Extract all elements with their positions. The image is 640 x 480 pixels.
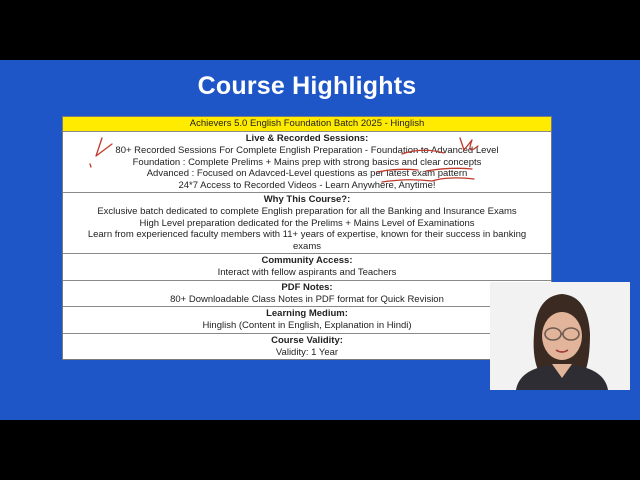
section-line: Exclusive batch dedicated to complete English preparation for all the Banking and Insurance Exams (97, 206, 517, 217)
section-line: 80+ Recorded Sessions For Complete English Preparation - Foundation to Advanced Level (115, 145, 499, 156)
section-title: Live & Recorded Sessions: (245, 133, 369, 144)
course-highlights-table (62, 116, 552, 360)
section-line: Foundation : Complete Prelims + Mains prep with strong basics and clear concepts (132, 156, 482, 168)
section-line: Validity: 1 Year (275, 346, 339, 358)
section-line: Advanced : Focused on Adavced-Level questions as per latest exam pattern (146, 168, 468, 179)
section-title: Learning Medium: (266, 308, 348, 319)
section-title: Community Access: (261, 255, 353, 266)
section-title: Course Validity: (271, 334, 343, 346)
section-line: 80+ Downloadable Class Notes in PDF format for Quick Revision (170, 293, 444, 305)
section-line: exams (293, 240, 321, 252)
section-live-recorded (63, 132, 551, 193)
section-pdf-notes (63, 281, 551, 308)
section-line: Learn from experienced faculty members with 11+ years of expertise, known for their success in banking (87, 229, 527, 240)
section-learning-medium (63, 307, 551, 334)
slide-title: Course Highlights (197, 72, 417, 100)
section-why-this-course (63, 193, 551, 254)
section-line: Hinglish (Content in English, Explanation in Hindi) (202, 320, 412, 331)
table-header: Achievers 5.0 English Foundation Batch 2025 - Hinglish (63, 117, 551, 132)
presenter-webcam (490, 282, 630, 390)
section-line: 24*7 Access to Recorded Videos - Learn Anywhere, Anytime! (178, 179, 436, 191)
section-line: High Level preparation dedicated for the Prelims + Mains Level of Examinations (139, 217, 475, 229)
section-line: Interact with fellow aspirants and Teachers (217, 267, 397, 278)
section-title: PDF Notes: (281, 281, 333, 293)
section-community-access (63, 254, 551, 281)
section-course-validity (63, 334, 551, 360)
section-title: Why This Course?: (263, 194, 351, 205)
